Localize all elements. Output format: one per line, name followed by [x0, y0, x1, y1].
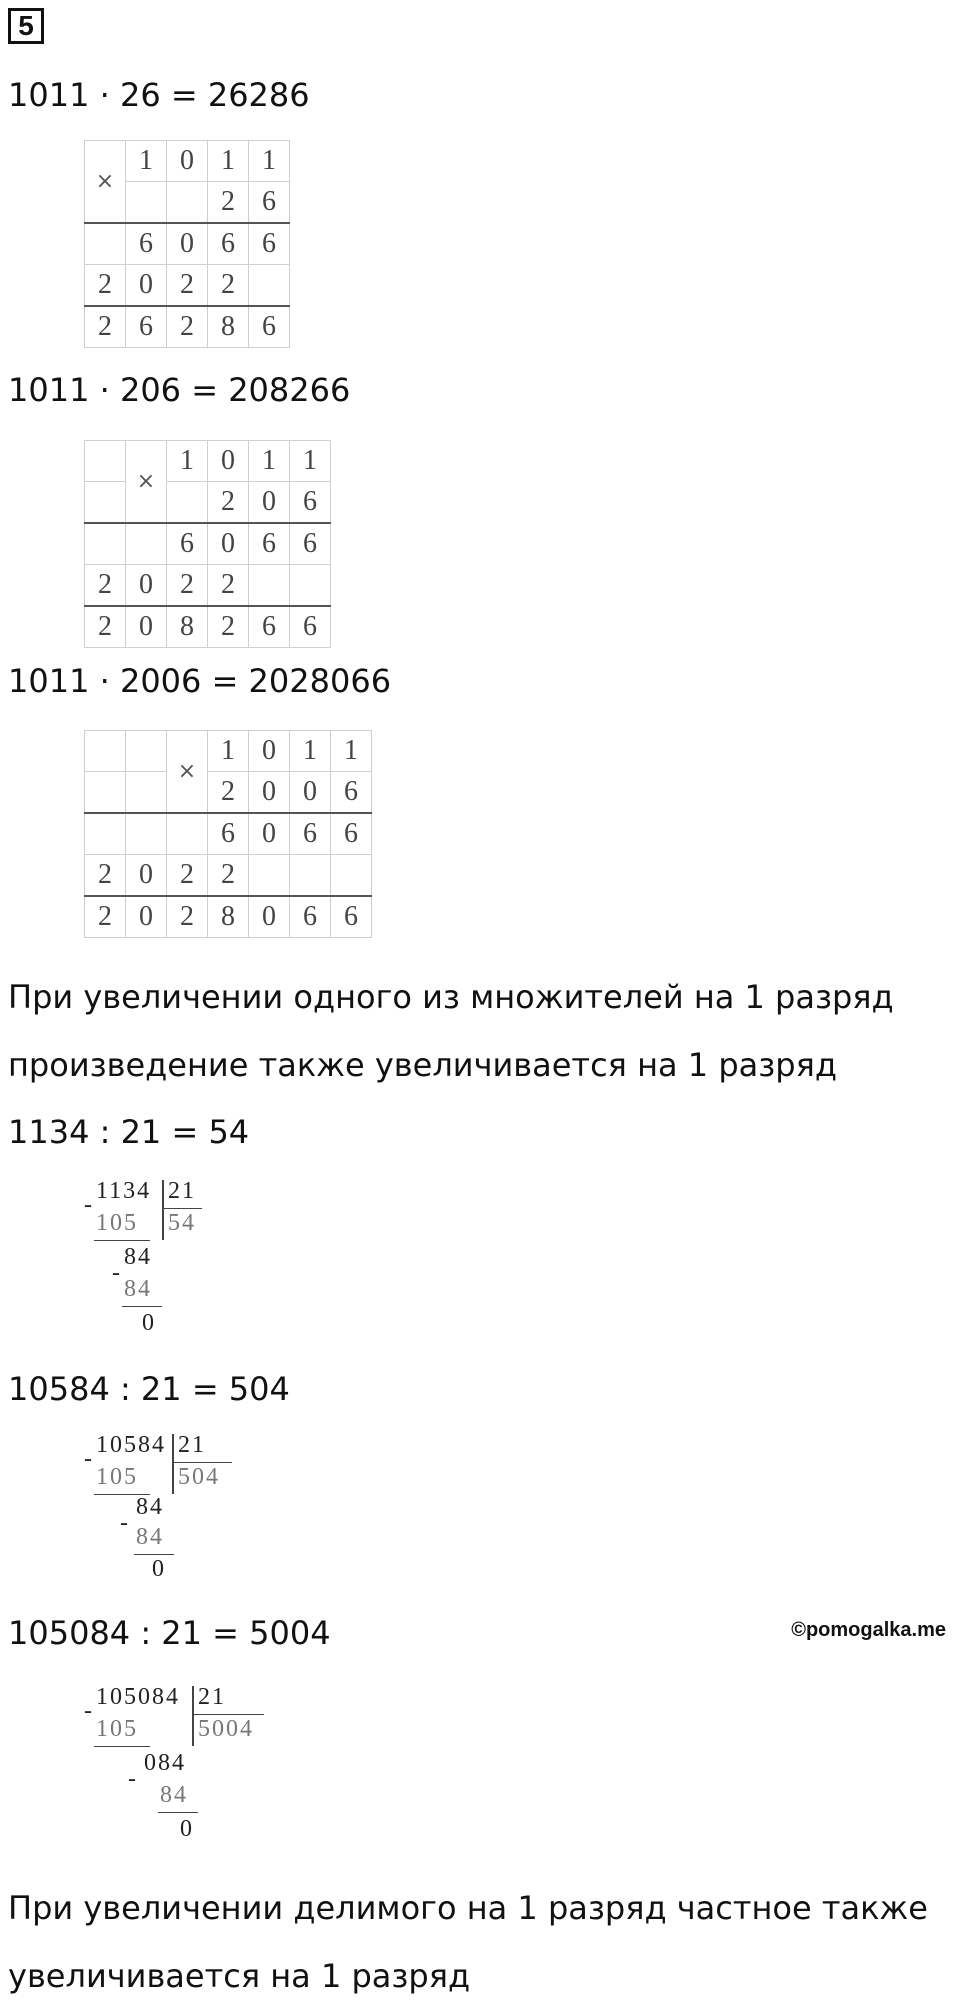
- grid-cell: [85, 523, 126, 565]
- grid-cell: [126, 813, 167, 855]
- grid-row: [85, 731, 372, 772]
- grid-cell: 2: [85, 306, 126, 348]
- quotient-line: [172, 1462, 232, 1463]
- grid-row: [85, 772, 372, 814]
- watermark: ©pomogalka.me: [791, 1619, 946, 1641]
- grid-cell: 0: [208, 441, 249, 482]
- grid-row: [85, 813, 372, 855]
- grid-cell: 6: [167, 523, 208, 565]
- grid-cell: 2: [85, 565, 126, 607]
- grid-cell: [126, 182, 167, 224]
- grid-cell: 1: [290, 441, 331, 482]
- grid-cell: 0: [126, 896, 167, 938]
- grid-cell: 2: [208, 565, 249, 607]
- grid-cell: 6: [331, 772, 372, 814]
- grid-cell: 2: [208, 772, 249, 814]
- grid-row: [85, 482, 331, 524]
- grid-cell: 0: [208, 523, 249, 565]
- grid-cell: 6: [249, 223, 290, 265]
- grid-row: [85, 441, 331, 482]
- grid-cell: [126, 772, 167, 814]
- grid-row: [85, 306, 290, 348]
- grid-row: [85, 141, 290, 182]
- grid-cell: 0: [249, 731, 290, 772]
- grid-cell: 6: [290, 896, 331, 938]
- task-number: 5: [18, 10, 34, 41]
- grid-cell: 2: [167, 896, 208, 938]
- grid-cell: 6: [331, 896, 372, 938]
- divisor: 21: [178, 1432, 206, 1458]
- grid-cell: [126, 731, 167, 772]
- grid-row: [85, 265, 290, 307]
- grid-cell: [290, 855, 331, 897]
- grid-cell: 1: [249, 441, 290, 482]
- equation-mul-3: 1011 · 2006 = 2028066: [8, 662, 392, 700]
- grid-cell: 6: [208, 223, 249, 265]
- grid-cell: 0: [249, 896, 290, 938]
- grid-cell: 0: [249, 813, 290, 855]
- grid-row: [85, 855, 372, 897]
- subtraction-line-2: [134, 1554, 174, 1555]
- grid-cell: 0: [290, 772, 331, 814]
- minus-sign: -: [84, 1192, 94, 1218]
- grid-cell: [85, 813, 126, 855]
- grid-cell: [85, 731, 126, 772]
- subtrahend-2: 84: [124, 1276, 152, 1302]
- grid-cell: 2: [167, 265, 208, 307]
- grid-cell: [167, 482, 208, 524]
- division-vertical-line: [172, 1434, 174, 1494]
- division-conclusion-line-1: При увеличении делимого на 1 разряд частное также: [8, 1889, 928, 1927]
- grid-cell: 0: [126, 265, 167, 307]
- dividend: 10584: [96, 1432, 166, 1458]
- grid-cell: 2: [208, 606, 249, 648]
- grid-cell: 2: [85, 606, 126, 648]
- partial-remainder: 084: [144, 1750, 186, 1776]
- grid-cell: 1: [249, 141, 290, 182]
- grid-cell: 0: [249, 772, 290, 814]
- equation-div-1: 1134 : 21 = 54: [8, 1113, 250, 1151]
- dividend: 105084: [96, 1684, 180, 1710]
- grid-row: [85, 523, 331, 565]
- grid-cell: 2: [167, 306, 208, 348]
- grid-cell: 2: [208, 482, 249, 524]
- minus-sign-2: -: [128, 1766, 138, 1792]
- multiplication-grid-2: [84, 440, 331, 648]
- grid-cell: 2: [167, 565, 208, 607]
- grid-cell: 6: [290, 813, 331, 855]
- grid-cell: [85, 223, 126, 265]
- grid-cell: 2: [208, 265, 249, 307]
- grid-cell: 2: [208, 855, 249, 897]
- divisor: 21: [198, 1684, 226, 1710]
- subtrahend-2: 84: [136, 1524, 164, 1550]
- grid-cell: 8: [208, 306, 249, 348]
- dividend: 1134: [96, 1178, 152, 1204]
- remainder: 0: [180, 1816, 194, 1842]
- equation-div-2: 10584 : 21 = 504: [8, 1370, 290, 1408]
- quotient: 54: [168, 1210, 196, 1236]
- quotient: 5004: [198, 1716, 254, 1742]
- grid-cell: [85, 772, 126, 814]
- grid-cell: 6: [290, 482, 331, 524]
- subtraction-line-1: [94, 1746, 150, 1747]
- grid-cell: 1: [331, 731, 372, 772]
- subtraction-line-2: [158, 1812, 198, 1813]
- grid-cell: 2: [167, 855, 208, 897]
- grid-cell: [249, 855, 290, 897]
- subtrahend-1: 105: [96, 1464, 138, 1490]
- grid-cell: 6: [290, 606, 331, 648]
- partial-remainder: 84: [136, 1494, 164, 1520]
- remainder: 0: [152, 1556, 166, 1582]
- multiply-sign: ×: [126, 441, 167, 524]
- grid-cell: 6: [208, 813, 249, 855]
- grid-cell: 2: [85, 265, 126, 307]
- grid-cell: [85, 441, 126, 482]
- quotient-line: [162, 1208, 202, 1209]
- grid-cell: 1: [167, 441, 208, 482]
- grid-cell: [331, 855, 372, 897]
- quotient: 504: [178, 1464, 220, 1490]
- subtraction-line-2: [122, 1306, 162, 1307]
- multiplication-conclusion-line-2: произведение также увеличивается на 1 разряд: [8, 1046, 837, 1084]
- multiplication-grid-1: [84, 140, 290, 348]
- grid-cell: 2: [85, 896, 126, 938]
- grid-cell: 2: [85, 855, 126, 897]
- multiplication-conclusion-line-1: При увеличении одного из множителей на 1 разряд: [8, 978, 894, 1016]
- grid-row: [85, 565, 331, 607]
- task-number-badge: [8, 8, 44, 44]
- grid-row: [85, 223, 290, 265]
- minus-sign-2: -: [120, 1510, 130, 1536]
- grid-cell: 0: [167, 141, 208, 182]
- division-vertical-line: [162, 1180, 164, 1240]
- remainder: 0: [142, 1310, 156, 1336]
- grid-cell: 2: [208, 182, 249, 224]
- grid-cell: [249, 565, 290, 607]
- equation-mul-1: 1011 · 26 = 26286: [8, 76, 310, 114]
- grid-cell: 6: [249, 606, 290, 648]
- grid-cell: 0: [126, 565, 167, 607]
- minus-sign-2: -: [112, 1260, 122, 1286]
- grid-cell: 0: [167, 223, 208, 265]
- divisor: 21: [168, 1178, 196, 1204]
- grid-cell: 1: [126, 141, 167, 182]
- grid-cell: [249, 265, 290, 307]
- grid-cell: 6: [249, 182, 290, 224]
- grid-cell: [126, 523, 167, 565]
- grid-cell: 6: [331, 813, 372, 855]
- minus-sign: -: [84, 1446, 94, 1472]
- multiply-sign: ×: [167, 731, 208, 814]
- subtraction-line-1: [94, 1240, 150, 1241]
- equation-div-3: 105084 : 21 = 5004: [8, 1614, 331, 1652]
- grid-cell: [85, 482, 126, 524]
- grid-cell: 0: [126, 606, 167, 648]
- grid-cell: [167, 813, 208, 855]
- division-vertical-line: [192, 1686, 194, 1746]
- equation-mul-2: 1011 · 206 = 208266: [8, 371, 351, 409]
- grid-cell: 6: [290, 523, 331, 565]
- grid-cell: [290, 565, 331, 607]
- grid-cell: 1: [208, 731, 249, 772]
- grid-cell: 6: [126, 223, 167, 265]
- grid-cell: [167, 182, 208, 224]
- grid-cell: 8: [208, 896, 249, 938]
- grid-row: [85, 896, 372, 938]
- multiply-sign: ×: [85, 141, 126, 224]
- grid-cell: 1: [208, 141, 249, 182]
- grid-cell: 6: [126, 306, 167, 348]
- quotient-line: [192, 1714, 264, 1715]
- grid-cell: 1: [290, 731, 331, 772]
- grid-cell: 6: [249, 523, 290, 565]
- subtrahend-2: 84: [160, 1782, 188, 1808]
- subtrahend-1: 105: [96, 1210, 138, 1236]
- grid-row: [85, 606, 331, 648]
- subtrahend-1: 105: [96, 1716, 138, 1742]
- grid-cell: 0: [249, 482, 290, 524]
- multiplication-grid-3: [84, 730, 372, 938]
- grid-cell: 8: [167, 606, 208, 648]
- grid-cell: 6: [249, 306, 290, 348]
- minus-sign: -: [84, 1698, 94, 1724]
- partial-remainder: 84: [124, 1244, 152, 1270]
- division-conclusion-line-2: увеличивается на 1 разряд: [8, 1957, 471, 1995]
- grid-cell: 0: [126, 855, 167, 897]
